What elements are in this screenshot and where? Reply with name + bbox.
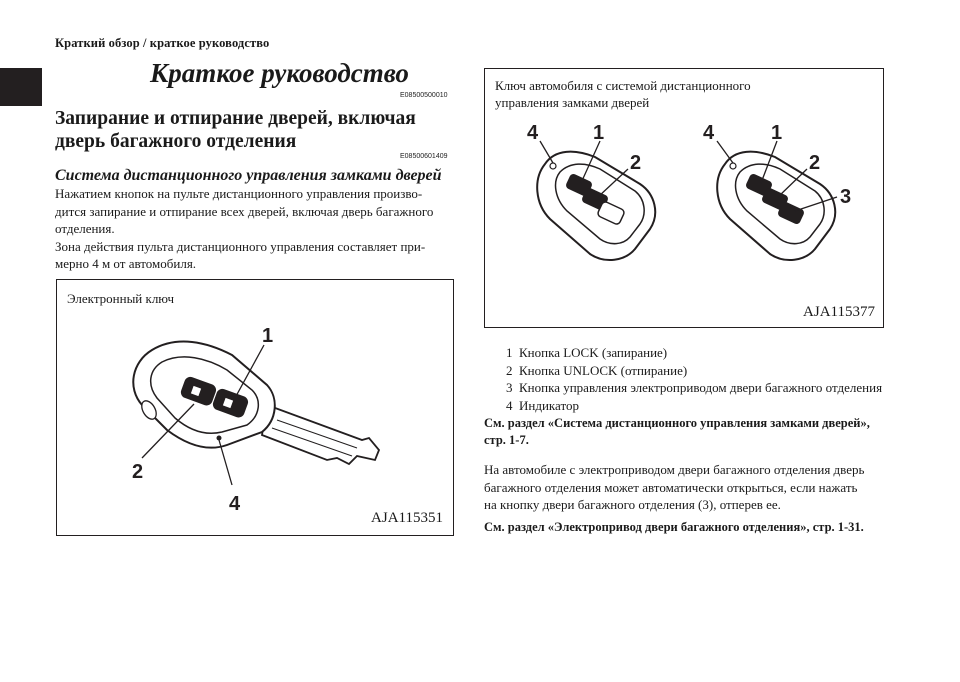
legend-text: Кнопка UNLOCK (отпирание) xyxy=(519,362,688,378)
legend-item xyxy=(506,362,882,380)
cross-reference-line: См. раздел «Система дистанционного управления замками дверей», xyxy=(484,416,870,430)
legend-number: 1 xyxy=(506,345,513,360)
callout-number: 4 xyxy=(527,122,539,144)
legend-text: Кнопка LOCK (запирание) xyxy=(519,345,668,360)
callout-number: 1 xyxy=(771,122,783,144)
legend-text: Индикатор xyxy=(519,397,579,413)
legend-number: 2 xyxy=(506,362,513,378)
legend-list xyxy=(506,344,882,414)
running-head: Краткий обзор / краткое руководство xyxy=(55,36,270,50)
body-line: мерно 4 м от автомобиля. xyxy=(55,256,197,271)
legend-item xyxy=(506,344,882,362)
electronic-key-illustration xyxy=(57,280,453,535)
paragraph-line: на кнопку двери багажного отделения (3), отперев ее. xyxy=(484,497,781,512)
remote-key-illustration xyxy=(485,69,883,327)
cross-reference xyxy=(484,415,884,449)
body-line: Зона действия пульта дистанционного управления составляет при- xyxy=(55,238,426,254)
cross-reference: См. раздел «Электропривод двери багажного отделения», стр. 1-31. xyxy=(484,520,864,534)
callout-number: 1 xyxy=(262,325,274,347)
callout-number: 2 xyxy=(630,152,642,174)
legend-number: 4 xyxy=(506,397,513,413)
callout-number: 1 xyxy=(593,122,605,144)
cross-reference-line: стр. 1-7. xyxy=(484,433,529,447)
figure-code: AJA115351 xyxy=(371,510,443,526)
tailgate-paragraph xyxy=(484,461,884,514)
figure-label-line: управления замками дверей xyxy=(495,95,650,110)
callout-number: 2 xyxy=(132,461,144,483)
callout-number: 4 xyxy=(229,493,241,515)
figure-code: AJA115377 xyxy=(803,304,875,320)
figure-electronic-key xyxy=(56,279,454,536)
figure-remote-key xyxy=(484,68,884,328)
paragraph-line: На автомобиле с электроприводом двери багажного отделения дверь xyxy=(484,462,865,477)
callout-number: 3 xyxy=(840,186,852,208)
section-tab-marker xyxy=(0,68,42,106)
legend-item xyxy=(506,397,882,415)
paragraph-line: багажного отделения может автоматически открыться, если нажать xyxy=(484,479,858,495)
legend-text: Кнопка управления электроприводом двери багажного отделения xyxy=(519,380,883,395)
figure-label: Электронный ключ xyxy=(67,291,175,306)
callout-number: 2 xyxy=(809,152,821,174)
body-line: дится запирание и отпирание всех дверей, включая дверь багажного xyxy=(55,203,434,219)
callout-number: 4 xyxy=(703,122,715,144)
section-code: E08500500010 xyxy=(400,92,448,99)
topic-code: E08500601409 xyxy=(400,153,448,160)
legend-item xyxy=(506,379,882,397)
body-line: отделения. xyxy=(55,221,115,236)
figure-label-line: Ключ автомобиля с системой дистанционного xyxy=(495,78,751,93)
subtopic-body xyxy=(55,185,450,273)
body-line: Нажатием кнопок на пульте дистанционного управления произво- xyxy=(55,186,423,201)
section-title: Краткое руководство xyxy=(150,58,409,88)
topic-title: Запирание и отпирание дверей, включая дверь багажного отделения xyxy=(55,108,416,152)
legend-number: 3 xyxy=(506,380,513,395)
subtopic-title: Система дистанционного управления замками дверей xyxy=(55,167,442,184)
